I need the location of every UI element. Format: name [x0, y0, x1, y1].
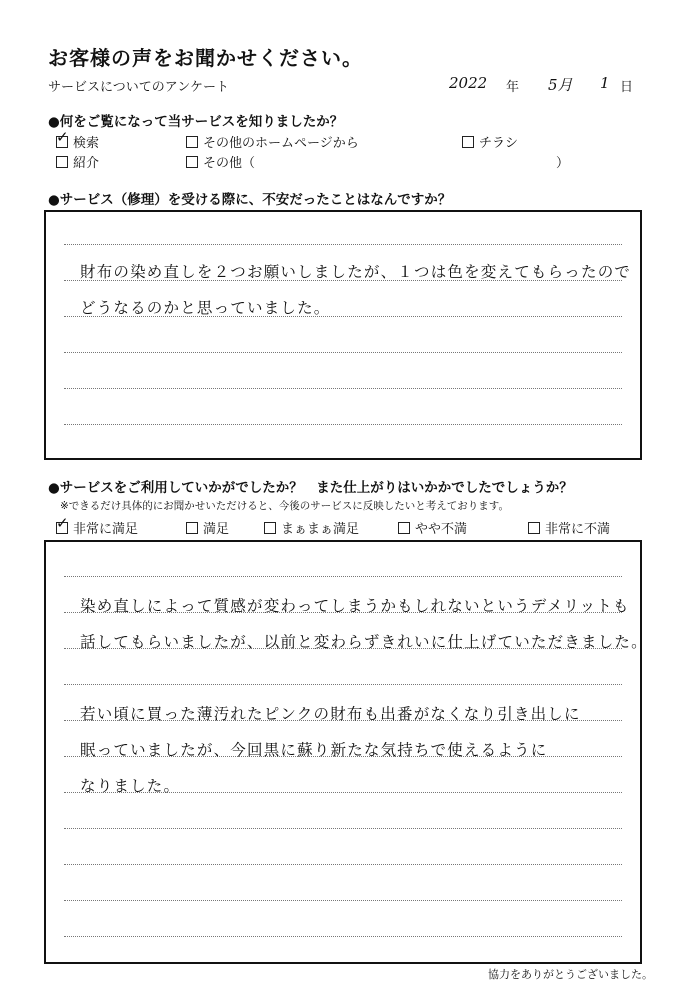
handwritten-answer-line: どうなるのかと思っていました。	[80, 299, 331, 317]
checkbox[interactable]	[528, 522, 540, 534]
q3-option-very-satisfied[interactable]	[56, 513, 139, 537]
answer-box-concerns[interactable]	[44, 210, 642, 460]
ruled-line	[64, 864, 622, 865]
ruled-line	[64, 352, 622, 353]
answer-box-feedback[interactable]	[44, 540, 648, 964]
date-day[interactable]: 1	[600, 74, 610, 92]
q1-option-referral[interactable]	[56, 152, 99, 171]
checkbox[interactable]	[186, 136, 198, 148]
date-year-label: 年	[506, 80, 520, 95]
check-mark-icon: ✓	[56, 513, 69, 532]
checkbox[interactable]	[186, 156, 198, 168]
handwritten-answer-line: 眠っていましたが、今回黒に蘇り新たな気持ちで使えるように	[80, 741, 548, 759]
q3-option-somewhat-satisfied[interactable]	[264, 518, 359, 537]
option-label: 非常に不満	[545, 522, 611, 537]
handwritten-answer-line: 染め直しによって質感が変わってしまうかもしれないというデメリットも	[80, 597, 630, 615]
checkbox[interactable]	[398, 522, 410, 534]
ruled-line	[64, 388, 622, 389]
q1-option-flyer[interactable]	[462, 132, 518, 151]
checkbox[interactable]	[264, 522, 276, 534]
q1-option-other-homepage[interactable]	[186, 132, 359, 151]
option-label: その他のホームページから	[203, 136, 359, 151]
ruled-line	[64, 576, 622, 577]
handwritten-answer-line: 若い頃に買った薄汚れたピンクの財布も出番がなくなり引き出しに	[80, 705, 581, 723]
question-3-note: ※できるだけ具体的にお聞かせいただけると、今後のサービスに反映したいと考えております。	[60, 500, 509, 512]
option-label: 満足	[203, 522, 230, 537]
q3-option-somewhat-dissatisfied[interactable]	[398, 518, 467, 537]
q3-option-very-dissatisfied[interactable]	[528, 518, 610, 537]
handwritten-answer-line: 財布の染め直しを２つお願いしましたが、１つは色を変えてもらったので	[80, 263, 632, 281]
option-label: その他（	[203, 156, 256, 171]
checkbox[interactable]	[56, 127, 69, 148]
question-3: ●サービスをご利用していかがでしたか？ また仕上がりはいかかでしたでしょうか？	[48, 480, 573, 496]
ruled-line	[64, 424, 622, 425]
option-label: 紹介	[73, 156, 100, 171]
question-1: ●何をご覧になって当サービスを知りましたか？	[48, 114, 344, 130]
ruled-line	[64, 684, 622, 685]
date-year[interactable]: 2022	[449, 74, 488, 92]
ruled-line	[64, 900, 622, 901]
checkbox[interactable]	[186, 522, 198, 534]
checkbox[interactable]	[56, 156, 68, 168]
checkbox[interactable]	[56, 513, 69, 534]
date-day-label: 日	[620, 80, 634, 95]
option-label: チラシ	[479, 136, 519, 151]
option-label: 非常に満足	[73, 522, 139, 537]
ruled-line	[64, 936, 622, 937]
q1-option-other[interactable]	[186, 152, 255, 171]
question-2: ●サービス（修理）を受ける際に、不安だったことはなんですか？	[48, 192, 452, 208]
option-label: まぁまぁ満足	[281, 522, 360, 537]
option-label: 検索	[73, 136, 100, 151]
handwritten-answer-line: 話してもらいましたが、以前と変わらずきれいに仕上げていただきました。	[80, 633, 648, 651]
ruled-line	[64, 244, 622, 245]
thank-you-note: 協力をありがとうございました。	[488, 968, 653, 981]
survey-subtitle: サービスについてのアンケート	[48, 80, 229, 95]
handwritten-answer-line: なりました。	[80, 777, 181, 795]
check-mark-icon: ✓	[56, 127, 69, 146]
checkbox[interactable]	[462, 136, 474, 148]
q3-option-satisfied[interactable]	[186, 518, 229, 537]
date-month[interactable]: 5月	[548, 76, 573, 94]
q1-option-search[interactable]	[56, 127, 100, 151]
other-close-paren: ）	[556, 156, 570, 171]
ruled-line	[64, 828, 622, 829]
page-title: お客様の声をお聞かせください。	[48, 46, 363, 70]
option-label: やや不満	[415, 522, 468, 537]
